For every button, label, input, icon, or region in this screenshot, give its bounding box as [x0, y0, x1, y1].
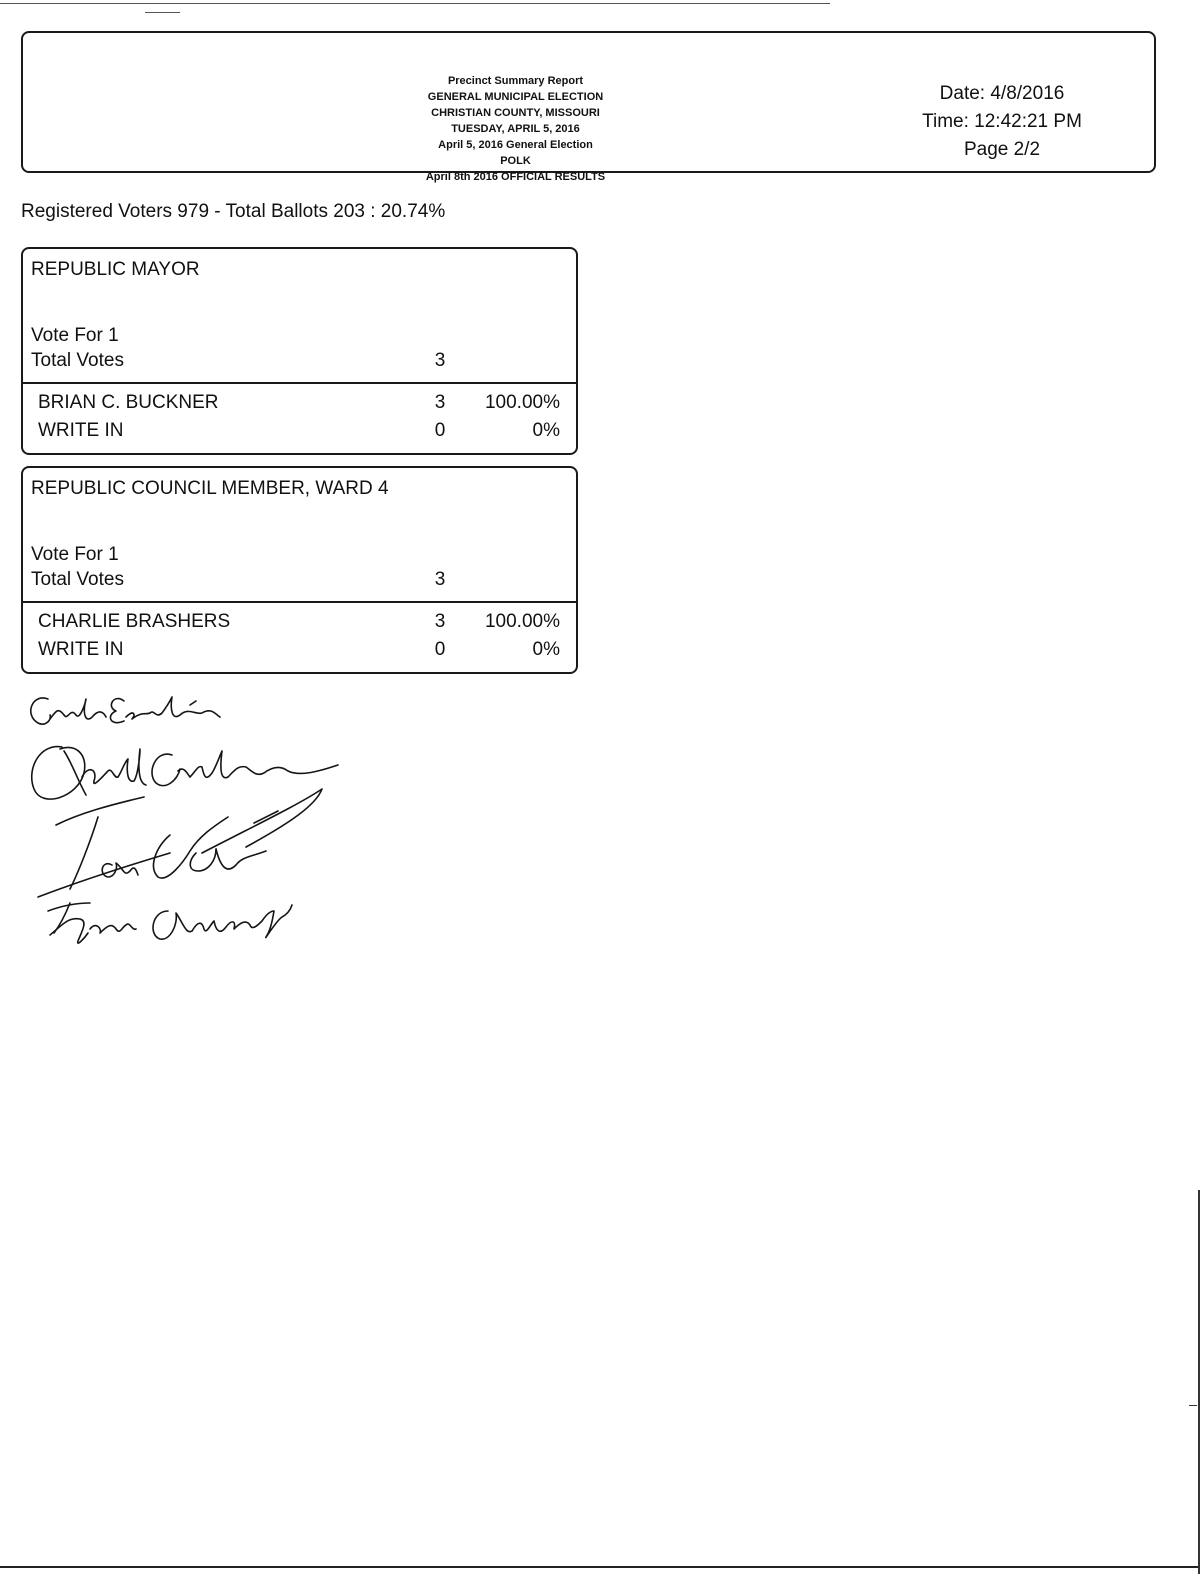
- contest-republic-mayor: [21, 247, 578, 455]
- signature-stroke: [192, 905, 292, 938]
- scan-edge-mark: [1189, 1405, 1197, 1406]
- report-date: Date: 4/8/2016: [939, 83, 1065, 104]
- candidate-votes: 3: [434, 392, 446, 413]
- candidate-percent: 0%: [532, 420, 560, 441]
- scan-border-top: [0, 3, 830, 4]
- signature-stroke: [31, 698, 51, 724]
- signature-stroke: [126, 697, 220, 719]
- turnout-summary: Registered Voters 979 - Total Ballots 203 : 20.74%: [21, 201, 446, 222]
- election-name: GENERAL MUNICIPAL ELECTION: [427, 91, 604, 103]
- page-number: Page 2/2: [963, 139, 1041, 160]
- contest-title: REPUBLIC COUNCIL MEMBER, WARD 4: [31, 478, 389, 499]
- signature-stroke: [254, 811, 278, 823]
- candidate-name: CHARLIE BRASHERS: [38, 611, 231, 632]
- candidate-name: WRITE IN: [38, 420, 124, 441]
- candidate-row: [23, 420, 576, 448]
- signatures-block: [20, 685, 350, 950]
- candidate-votes: 0: [434, 639, 446, 660]
- precinct-name: POLK: [500, 155, 531, 167]
- signature-stroke: [153, 911, 192, 939]
- total-votes-label: Total Votes: [31, 569, 124, 590]
- report-title-block: [23, 73, 1008, 185]
- candidate-row: [23, 639, 576, 667]
- signature-stroke: [82, 749, 146, 785]
- candidate-name: BRIAN C. BUCKNER: [38, 392, 219, 413]
- signature-stroke: [90, 924, 136, 933]
- candidate-percent: 0%: [532, 639, 560, 660]
- total-votes-value: 3: [434, 350, 446, 371]
- election-date: TUESDAY, APRIL 5, 2016: [451, 123, 580, 135]
- signature-stroke: [216, 849, 266, 869]
- signature-stroke: [152, 754, 180, 786]
- candidate-percent: 100.00%: [484, 611, 560, 632]
- candidate-name: WRITE IN: [38, 639, 124, 660]
- candidate-votes: 0: [434, 420, 446, 441]
- candidate-row: [23, 611, 576, 639]
- report-time: Time: 12:42:21 PM: [922, 111, 1082, 132]
- candidate-votes: 3: [434, 611, 446, 632]
- county-name: CHRISTIAN COUNTY, MISSOURI: [431, 107, 600, 119]
- vote-for: Vote For 1: [31, 325, 119, 346]
- signature-stroke: [202, 789, 322, 853]
- scan-mark: [145, 12, 180, 13]
- signature-stroke: [50, 919, 88, 943]
- signature-stroke: [56, 797, 144, 825]
- total-votes-value: 3: [434, 569, 446, 590]
- contest-republic-council-ward-4: [21, 466, 578, 674]
- scan-border-bottom: [0, 1566, 1200, 1568]
- total-votes-label: Total Votes: [31, 350, 124, 371]
- contest-header: [23, 249, 576, 384]
- report-meta: [902, 80, 1102, 164]
- candidate-list: [23, 384, 576, 453]
- election-label: April 5, 2016 General Election: [438, 139, 593, 151]
- signature-stroke: [190, 701, 196, 705]
- report-title: Precinct Summary Report: [447, 75, 584, 87]
- candidate-percent: 100.00%: [484, 392, 560, 413]
- signature-stroke: [178, 751, 338, 778]
- signature-stroke: [32, 747, 85, 800]
- contest-header: [23, 468, 576, 603]
- vote-for: Vote For 1: [31, 544, 119, 565]
- report-header: [21, 31, 1156, 183]
- candidate-list: [23, 603, 576, 672]
- candidate-row: [23, 392, 576, 420]
- signature-stroke: [110, 699, 124, 723]
- signature-stroke: [70, 817, 98, 889]
- contest-title: REPUBLIC MAYOR: [31, 259, 200, 280]
- signature-stroke: [50, 699, 106, 719]
- results-status: April 8th 2016 OFFICIAL RESULTS: [425, 171, 606, 183]
- handwritten-signatures-icon: [20, 685, 350, 950]
